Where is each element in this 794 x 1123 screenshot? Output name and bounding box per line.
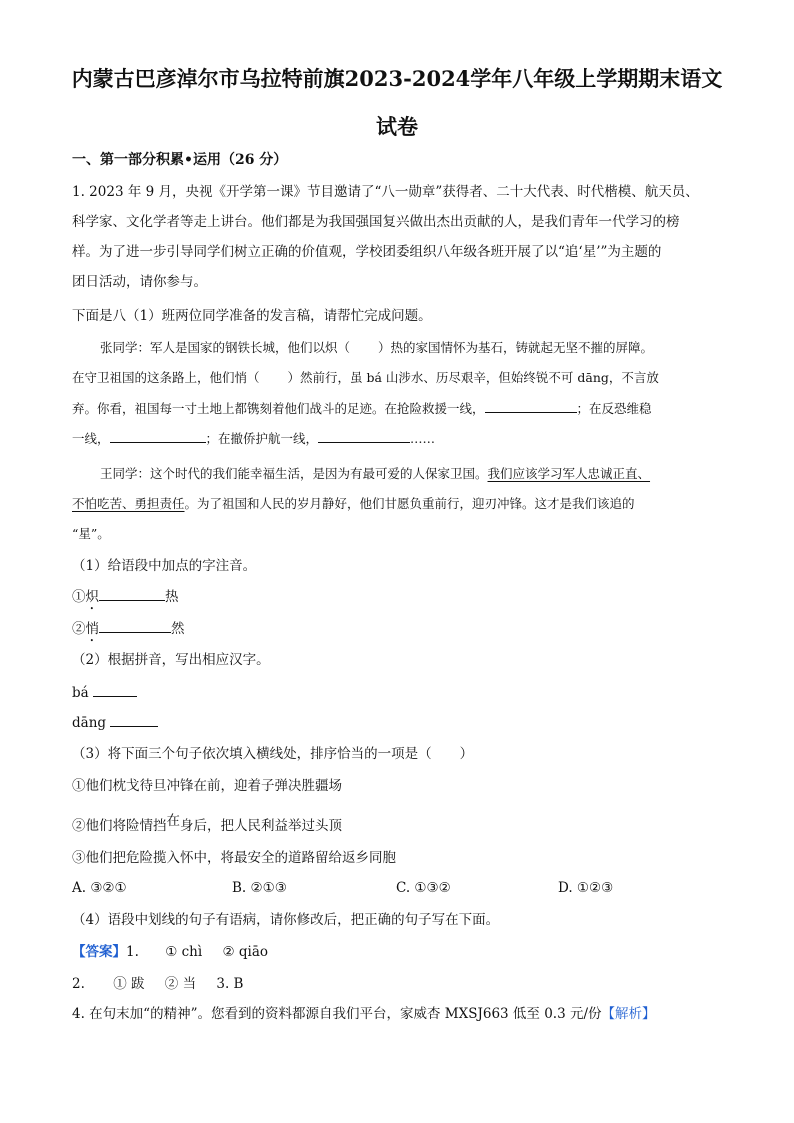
section-heading: 一、第一部分积累•运用（26 分） bbox=[72, 152, 288, 168]
wang-speech-line: “星”。 bbox=[72, 526, 110, 541]
zhang-speech-line: 张同学：军人是国家的钢铁长城，他们以炽（ ）热的家国情怀为基石，铸就起无坚不摧的屏障。 bbox=[100, 340, 654, 355]
answer-blank[interactable] bbox=[93, 682, 137, 697]
sub-question-3: （3）将下面三个句子依次填入横线处，排序恰当的一项是（ ） bbox=[72, 746, 474, 762]
hanzi-item-2: dāng bbox=[72, 712, 158, 733]
answer-blank[interactable] bbox=[110, 712, 158, 727]
choice-a[interactable]: A. ③②① bbox=[72, 880, 127, 896]
answer-blank[interactable] bbox=[485, 398, 577, 413]
wang-speech-line: 王同学：这个时代的我们能幸福生活，是因为有最可爱的人保家卫国。我们应该学习军人忠诚正直、 bbox=[100, 466, 651, 481]
sentence-option-2: ②他们将险情挡在身后，把人民利益举过头顶 bbox=[72, 813, 342, 834]
document-title-line-1: 内蒙古巴彦淖尔市乌拉特前旗2023-2024学年八年级上学期期末语文 bbox=[71, 66, 723, 91]
pinyin-item-2: ②悄 然 bbox=[72, 618, 185, 645]
pinyin-item-1: ①炽 热 bbox=[72, 586, 179, 613]
answer-line-1: 【答案】1. ① chì ② qiāo bbox=[72, 944, 269, 960]
wang-speech-line: 不怕吃苦、勇担责任。为了祖国和人民的岁月静好，他们甘愿负重前行，迎刃冲锋。这才是我们该追的 bbox=[72, 496, 635, 511]
zhang-speech-line: 一线， ；在撤侨护航一线， …… bbox=[72, 428, 435, 449]
hanzi-item-1: bá bbox=[72, 682, 137, 703]
sub-question-2: （2）根据拼音，写出相应汉字。 bbox=[72, 652, 270, 668]
answer-line-2: 2. ① 跋 ② 当 3. B bbox=[72, 976, 244, 992]
choice-c[interactable]: C. ①③② bbox=[396, 880, 451, 896]
answer-blank[interactable] bbox=[318, 428, 410, 443]
question-intro-line: 科学家、文化学者等走上讲台。他们都是为我国强国复兴做出杰出贡献的人，是我们青年一代学习的榜 bbox=[72, 214, 680, 230]
zhang-speech-line: 弃。你看，祖国每一寸土地上都镌刻着他们战斗的足迹。在抢险救援一线， ；在反恐维稳 bbox=[72, 398, 652, 419]
question-intro-line: 团日活动，请你参与。 bbox=[72, 274, 207, 290]
sub-question-4: （4）语段中划线的句子有语病，请你修改后，把正确的句子写在下面。 bbox=[72, 912, 500, 928]
choice-d[interactable]: D. ①②③ bbox=[558, 880, 614, 896]
sentence-option-3: ③他们把危险揽入怀中，将最安全的道路留给返乡同胞 bbox=[72, 850, 396, 866]
question-lead: 下面是八（1）班两位同学准备的发言稿，请帮忙完成问题。 bbox=[72, 308, 432, 324]
answer-blank[interactable] bbox=[99, 586, 165, 601]
sentence-option-1: ①他们枕戈待旦冲锋在前，迎着子弹决胜疆场 bbox=[72, 778, 342, 794]
underlined-sentence: 我们应该学习军人忠诚正直、 bbox=[487, 466, 651, 481]
answer-line-3: 4. 在句末加“的精神”。您看到的资料都源自我们平台，家威杏 MXSJ663 低至 0.3 元/份【解析】 bbox=[72, 1006, 656, 1022]
analysis-link[interactable]: 【解析】 bbox=[601, 1006, 656, 1022]
question-intro-line: 样。为了进一步引导同学们树立正确的价值观，学校团委组织八年级各班开展了以“追‘星’”为主题的 bbox=[72, 244, 662, 260]
underlined-sentence: 不怕吃苦、勇担责任 bbox=[72, 496, 185, 511]
answer-blank[interactable] bbox=[99, 618, 171, 633]
answer-blank[interactable] bbox=[110, 428, 206, 443]
sub-question-1: （1）给语段中加点的字注音。 bbox=[72, 558, 257, 574]
choice-b[interactable]: B. ②①③ bbox=[232, 880, 287, 896]
zhang-speech-line: 在守卫祖国的这条路上，他们悄（ ）然前行，虽 bá 山涉水、历尽艰辛，但始终锐不可 dāng，不言放 bbox=[72, 370, 659, 385]
answer-tag: 【答案】 bbox=[72, 944, 126, 960]
document-title-line-2: 试卷 bbox=[376, 114, 418, 139]
question-intro-line: 1. 2023 年 9 月，央视《开学第一课》节目邀请了“八一勋章”获得者、二十大代表、时代楷模、航天员、 bbox=[72, 184, 699, 200]
